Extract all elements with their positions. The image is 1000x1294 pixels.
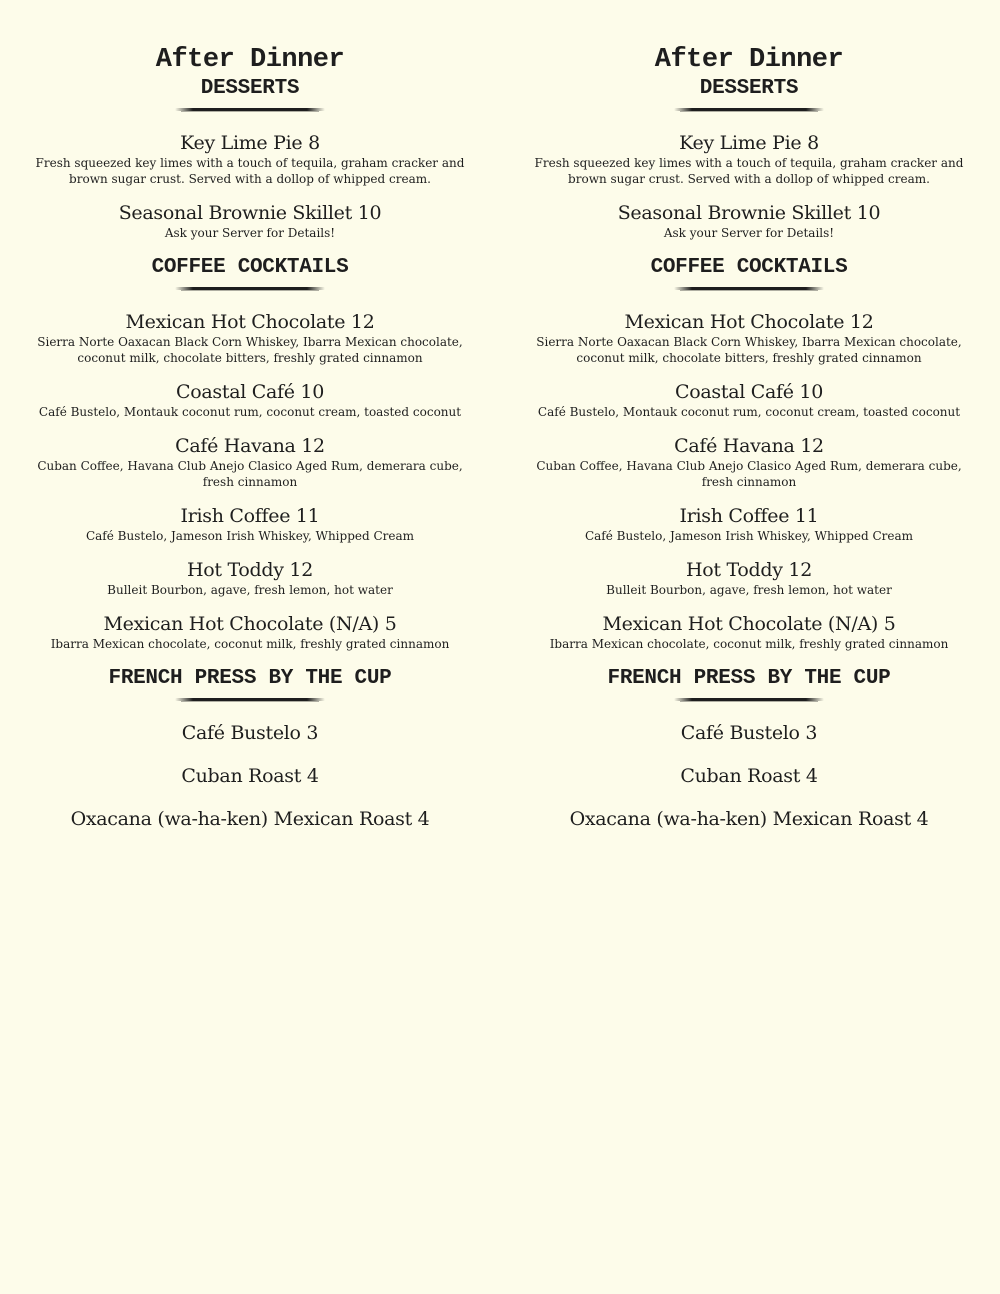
menu-item <box>529 131 969 187</box>
item-description: Bulleit Bourbon, agave, fresh lemon, hot water <box>107 583 393 597</box>
section-divider <box>175 108 325 111</box>
item-description: Café Bustelo, Jameson Irish Whiskey, Whipped Cream <box>584 529 914 543</box>
item-name: Café Bustelo 3 <box>680 722 818 744</box>
section-french-press <box>30 666 470 831</box>
item-name: Cuban Roast 4 <box>181 765 319 787</box>
menu-item <box>30 558 470 598</box>
item-name: Hot Toddy 12 <box>686 559 812 581</box>
section-heading: FRENCH PRESS BY THE CUP <box>108 667 392 690</box>
menu-item <box>529 764 969 788</box>
menu-item <box>529 504 969 544</box>
item-name: Mexican Hot Chocolate 12 <box>125 311 375 333</box>
menu-item <box>529 201 969 241</box>
item-description: Cuban Coffee, Havana Club Anejo Clasico Aged Rum, demerara cube, fresh cinnamon <box>37 459 463 489</box>
item-name: Key Lime Pie 8 <box>679 132 819 154</box>
menu-item <box>529 434 969 490</box>
item-name: Café Havana 12 <box>674 435 824 457</box>
section-heading: DESSERTS <box>200 77 300 100</box>
item-name: Oxacana (wa-ha-ken) Mexican Roast 4 <box>569 808 929 830</box>
menu-item <box>529 310 969 366</box>
item-name: Mexican Hot Chocolate (N/A) 5 <box>602 613 896 635</box>
section-divider <box>175 698 325 701</box>
item-description: Ask your Server for Details! <box>663 226 835 240</box>
item-name: Café Bustelo 3 <box>181 722 319 744</box>
item-description: Fresh squeezed key limes with a touch of tequila, graham cracker and brown sugar crust. Served with a dollop of whipped cream. <box>534 156 964 186</box>
item-name: Seasonal Brownie Skillet 10 <box>118 202 382 224</box>
item-description: Sierra Norte Oaxacan Black Corn Whiskey, Ibarra Mexican chocolate, coconut milk, chocolate bitters, freshly grated cinnamon <box>37 335 463 365</box>
item-description: Ask your Server for Details! <box>164 226 336 240</box>
menu-item <box>30 434 470 490</box>
menu-item <box>30 764 470 788</box>
item-name: Oxacana (wa-ha-ken) Mexican Roast 4 <box>70 808 430 830</box>
menu-item <box>30 612 470 652</box>
menu-item <box>529 612 969 652</box>
section-heading: DESSERTS <box>699 77 799 100</box>
section-coffee-cocktails <box>30 255 470 652</box>
menu-item <box>529 807 969 831</box>
item-description: Ibarra Mexican chocolate, coconut milk, freshly grated cinnamon <box>549 637 949 651</box>
section-heading: FRENCH PRESS BY THE CUP <box>607 667 891 690</box>
section-desserts <box>30 76 470 241</box>
item-name: Cuban Roast 4 <box>680 765 818 787</box>
item-name: Coastal Café 10 <box>675 381 823 403</box>
item-name: Café Havana 12 <box>175 435 325 457</box>
menu-item <box>529 558 969 598</box>
menu-title: After Dinner <box>654 45 844 75</box>
section-divider <box>674 108 824 111</box>
item-name: Key Lime Pie 8 <box>180 132 320 154</box>
item-description: Fresh squeezed key limes with a touch of tequila, graham cracker and brown sugar crust. Served with a dollop of whipped cream. <box>35 156 465 186</box>
menu-item <box>30 380 470 420</box>
section-divider <box>175 287 325 290</box>
menu-title: After Dinner <box>155 45 345 75</box>
item-description: Café Bustelo, Montauk coconut rum, coconut cream, toasted coconut <box>38 405 462 419</box>
menu-item <box>529 380 969 420</box>
menu-item <box>30 131 470 187</box>
section-coffee-cocktails <box>529 255 969 652</box>
menu-item <box>30 721 470 745</box>
menu-column-right <box>529 44 969 850</box>
section-desserts <box>529 76 969 241</box>
item-description: Café Bustelo, Montauk coconut rum, coconut cream, toasted coconut <box>537 405 961 419</box>
item-description: Bulleit Bourbon, agave, fresh lemon, hot water <box>606 583 892 597</box>
section-divider <box>674 698 824 701</box>
section-heading: COFFEE COCKTAILS <box>650 256 848 279</box>
section-divider <box>674 287 824 290</box>
menu-item <box>529 721 969 745</box>
menu-item <box>30 310 470 366</box>
item-name: Seasonal Brownie Skillet 10 <box>617 202 881 224</box>
item-description: Cuban Coffee, Havana Club Anejo Clasico Aged Rum, demerara cube, fresh cinnamon <box>536 459 962 489</box>
item-name: Irish Coffee 11 <box>180 505 320 527</box>
section-heading: COFFEE COCKTAILS <box>151 256 349 279</box>
item-name: Mexican Hot Chocolate (N/A) 5 <box>103 613 397 635</box>
section-french-press <box>529 666 969 831</box>
item-name: Irish Coffee 11 <box>679 505 819 527</box>
menu-item <box>30 807 470 831</box>
item-name: Mexican Hot Chocolate 12 <box>624 311 874 333</box>
item-name: Coastal Café 10 <box>176 381 324 403</box>
item-description: Café Bustelo, Jameson Irish Whiskey, Whipped Cream <box>85 529 415 543</box>
menu-column-left <box>30 44 470 850</box>
item-name: Hot Toddy 12 <box>187 559 313 581</box>
menu-item <box>30 504 470 544</box>
menu-item <box>30 201 470 241</box>
item-description: Ibarra Mexican chocolate, coconut milk, freshly grated cinnamon <box>50 637 450 651</box>
item-description: Sierra Norte Oaxacan Black Corn Whiskey, Ibarra Mexican chocolate, coconut milk, chocolate bitters, freshly grated cinnamon <box>536 335 962 365</box>
